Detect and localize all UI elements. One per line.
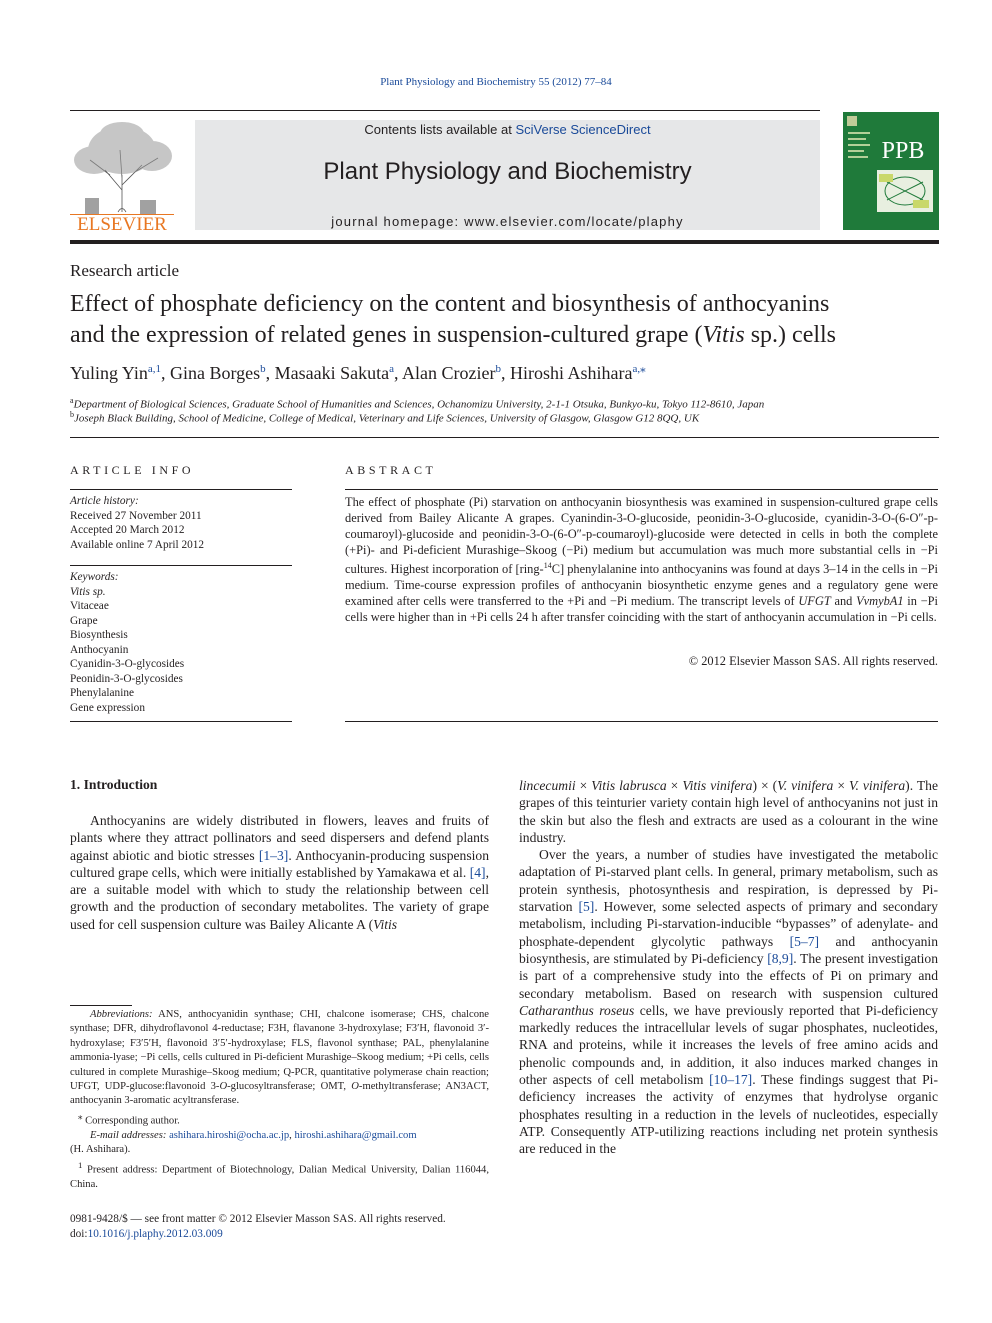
history-accepted: Accepted 20 March 2012 (70, 524, 185, 536)
keywords (70, 570, 292, 715)
keyword[interactable]: Peonidin-3-O-glycosides (70, 672, 183, 685)
abstract-heading: ABSTRACT (345, 463, 437, 477)
author-affiliation-mark[interactable]: a,1 (147, 363, 161, 375)
keyword[interactable]: Grape (70, 614, 98, 627)
issn-line: 0981-9428/$ — see front matter © 2012 Elsevier Masson SAS. All rights reserved. (70, 1213, 446, 1225)
abstract-rule (345, 721, 938, 722)
author-name[interactable]: Hiroshi Ashihara (510, 363, 633, 383)
elsevier-logo[interactable] (70, 120, 174, 232)
history-online: Available online 7 April 2012 (70, 538, 205, 551)
history-received: Received 27 November 2011 (70, 509, 202, 522)
elsevier-tree-icon (70, 120, 174, 232)
email-link[interactable]: hiroshi.ashihara@gmail.com (294, 1129, 417, 1141)
footnote-corresponding: ⁎ Corresponding author. (78, 1110, 180, 1127)
section-rule (70, 437, 939, 438)
keywords-label: Keywords: (70, 571, 119, 583)
reference-link[interactable]: [10–17] (709, 1072, 753, 1088)
article-type: Research article (70, 261, 180, 280)
keyword[interactable]: Vitis sp. (70, 585, 106, 598)
footnotes (70, 1008, 489, 1192)
reference-link[interactable]: [4] (469, 864, 486, 880)
author-affiliation-mark[interactable]: a (389, 363, 395, 375)
keyword[interactable]: Gene expression (70, 701, 145, 714)
right-column-text: lincecumii × Vitis labrusca × Vitis vinifera) × (V. vinifera × V. vinifera). The grapes of this teinturier variety contain high level of anthocyanins not just in the skin but also the flesh and extracts are used as a colourant in the wine industry. Over the years, a number of studies have investigated the metabolic adaptation of Pi-starved plant cells. In general, primary metabolism, such as protein synthesis, photosynthesis and respiration, is depressed by Pi-starvation [5]. However, some selected aspects of primary and secondary metabolism, including Pi-starvation-inducible “bypasses” of adenylate- and phosphate-dependent glycolytic pathways [5–7] and anthocyanin biosynthesis, are stimulated by Pi-deficiency [8,9]. The present investigation is part of a comprehensive study into the effects of Pi on primary and secondary metabolism. Based on research with suspension cultured Catharanthus roseus cells, we have previously reported that Pi-deficiency markedly reduces the intracellular levels of sugar phosphates, nucleotides, RNA and proteins, while it increases the levels of free amino acids and phenolic compounds and, in addition, it also induces marked changes in other aspects of cell metabolism [10–17]. These findings suggest that Pi-deficiency increases the activity of enzymes that hydrolyse organic phosphates resulting in a reduction in the levels of nucleotides, especially ATP. Consequently ATP-utilizing reactions including net protein synthesis are reduced in the (519, 778, 939, 1157)
contents-line (195, 122, 820, 137)
sciencedirect-link[interactable]: SciVerse ScienceDirect (515, 122, 651, 137)
author-affiliation-mark[interactable]: b (495, 363, 502, 375)
journal-homepage[interactable]: journal homepage: www.elsevier.com/locate/plaphy (331, 214, 684, 229)
keyword[interactable]: Vitaceae (70, 600, 109, 612)
article-title (70, 289, 950, 351)
info-rule (70, 489, 292, 490)
title-line-2: and the expression of related genes in suspension-cultured grape (Vitis sp.) cells (70, 322, 837, 348)
footnote-abbreviations: Abbreviations: ANS, anthocyanidin synthase; CHI, chalcone isomerase; CHS, chalcone synthase; DFR, dihydroflavonol 4-reductase; F3H, flavanone 3-hydroxylase; F3′H, flavonoid 3′-hydroxylase; F3′5′H, flavonoid 3′5′-hydroxylase; FLS, flavonol synthase; PAL, phenylalanine ammonia-lyase; −Pi cells, cells cultured in Pi-deficient Murashige–Skoog medium; +Pi cells, cells cultured in complete Murashige–Skoog medium; Q-PCR, quantitative polymerase chain reaction; UFGT, UDP-glucose:flavonoid 3-O-glucosyltransferase; OMT, O-methyltransferase; AN3ACT, anthocyanin 3-aromatic acyltransferase. (70, 1009, 489, 1107)
reference-link[interactable]: [8,9] (767, 950, 794, 966)
cover-abbrev: PPB (881, 138, 925, 164)
reference-link[interactable]: [1–3] (258, 847, 289, 863)
keyword[interactable]: Cyanidin-3-O-glycosides (70, 658, 185, 670)
author-name[interactable]: Alan Crozier (402, 363, 496, 383)
affiliation: $^b$Joseph Black Building, School of Medicine, College of Medical, Veterinary and Life Sciences, University of Glasgow, Glasgow G12 8QQ, UK (70, 410, 700, 425)
reference-link[interactable]: [5–7] (789, 933, 820, 949)
author-name[interactable]: Gina Borges (170, 363, 261, 383)
author-name[interactable]: Masaaki Sakuta (274, 363, 390, 383)
footnote-email-owner: (H. Ashihara). (70, 1144, 131, 1156)
info-rule (70, 565, 292, 566)
journal-title: Plant Physiology and Biochemistry (323, 158, 692, 185)
history-label: Article history: (70, 495, 139, 507)
footnote-email: E-mail addresses: ashihara.hiroshi@ocha.ac.jp, hiroshi.ashihara@gmail.com (90, 1129, 417, 1141)
author-list: Yuling Yin$^{a,1}$, Gina Borges$^b$, Masaaki Sakuta$^a$, Alan Crozier$^b$, Hiroshi Ashihara$^{a,⁎}$ (70, 363, 646, 383)
doi-link[interactable]: 10.1016/j.plaphy.2012.03.009 (87, 1228, 223, 1240)
header-thick-rule (70, 240, 939, 244)
journal-cover[interactable] (843, 112, 939, 230)
section-heading-introduction: 1. Introduction (70, 777, 158, 792)
affiliation: $^a$Department of Biological Sciences, Graduate School of Humanities and Sciences, Ochanomizu University, 2-1-1 Otsuka, Bunkyo-ku, Tokyo 112-8610, Japan (70, 396, 765, 411)
header-rule (70, 110, 820, 111)
journal-header (195, 120, 820, 230)
reference-link[interactable]: [5] (578, 899, 595, 915)
doi-line: doi:10.1016/j.plaphy.2012.03.009 (70, 1228, 223, 1240)
author-affiliation-mark[interactable]: b (260, 363, 266, 375)
email-link[interactable]: ashihara.hiroshi@ocha.ac.jp (169, 1129, 290, 1141)
author-name[interactable]: Yuling Yin (70, 363, 148, 383)
article-history (70, 494, 292, 552)
elsevier-wordmark: ELSEVIER (77, 214, 167, 232)
cover-image-icon (843, 112, 939, 230)
abstract-copyright: © 2012 Elsevier Masson SAS. All rights reserved. (688, 654, 938, 668)
info-rule (70, 721, 292, 722)
abstract-rule (345, 489, 938, 490)
footnote-rule (70, 1005, 132, 1006)
author-affiliation-mark[interactable]: a,⁎ (632, 363, 646, 375)
journal-citation[interactable]: Plant Physiology and Biochemistry 55 (2012) 77–84 (380, 76, 612, 88)
keyword[interactable]: Biosynthesis (70, 629, 128, 641)
front-matter-info (70, 1212, 500, 1242)
keyword[interactable]: Phenylalanine (70, 687, 134, 699)
footnote-present-address: $^1$ Present address: Department of Biotechnology, Dalian Medical University, Dalian 116044, China. (70, 1159, 489, 1190)
left-column-text: Anthocyanins are widely distributed in flowers, leaves and fruits of plants where they attract pollinators and seed dispersers and defend plants against abiotic and biotic stresses [1–3]. Anthocyanin-producing suspension cultured grape cells, which were initially established by Yamakawa et al. [4], are a suitable model with which to study the relationship between cell growth and the production of secondary metabolites. The variety of grape used for cell suspension culture was Bailey Alicante A (Vitis (70, 813, 489, 932)
article-info-heading: ARTICLE INFO (70, 463, 195, 477)
abstract-text: The effect of phosphate (Pi) starvation on anthocyanin biosynthesis was examined in suspension-cultured grape cells derived from Bailey Alicante A grapes. Cyanindin-3-O-glucoside, peonidin-3-O-glucoside, cyanidin-3-O-(6-O″-p-coumaroyl)-glucoside and peonidin-3-O-(6-O″-p-coumaroyl)-glucoside were detected in cells in both the complete (+Pi)- and Pi-deficient Murashige–Skoog (−Pi) medium but accumulation was much more substantial cells in −Pi cultures. Highest incorporation of [ring-$^{14}$C] phenylalanine into anthocyanins was found at days 3–14 in the cells in −Pi medium. Time-course expression profiles of anthocyanin biosynthetic enzyme genes and a regulatory gene were examined after cells were transferred to the +Pi and −Pi medium. The transcript levels of UFGT and VvmybA1 in −Pi cells were higher than in +Pi cells 24 h after transfer coinciding with the start of anthocyanin accumulation in −Pi cells. (345, 495, 938, 625)
keyword[interactable]: Anthocyanin (70, 643, 129, 656)
contents-prefix: Contents lists available at (364, 122, 516, 137)
title-line-1: Effect of phosphate deficiency on the content and biosynthesis of anthocyanins (70, 291, 830, 317)
